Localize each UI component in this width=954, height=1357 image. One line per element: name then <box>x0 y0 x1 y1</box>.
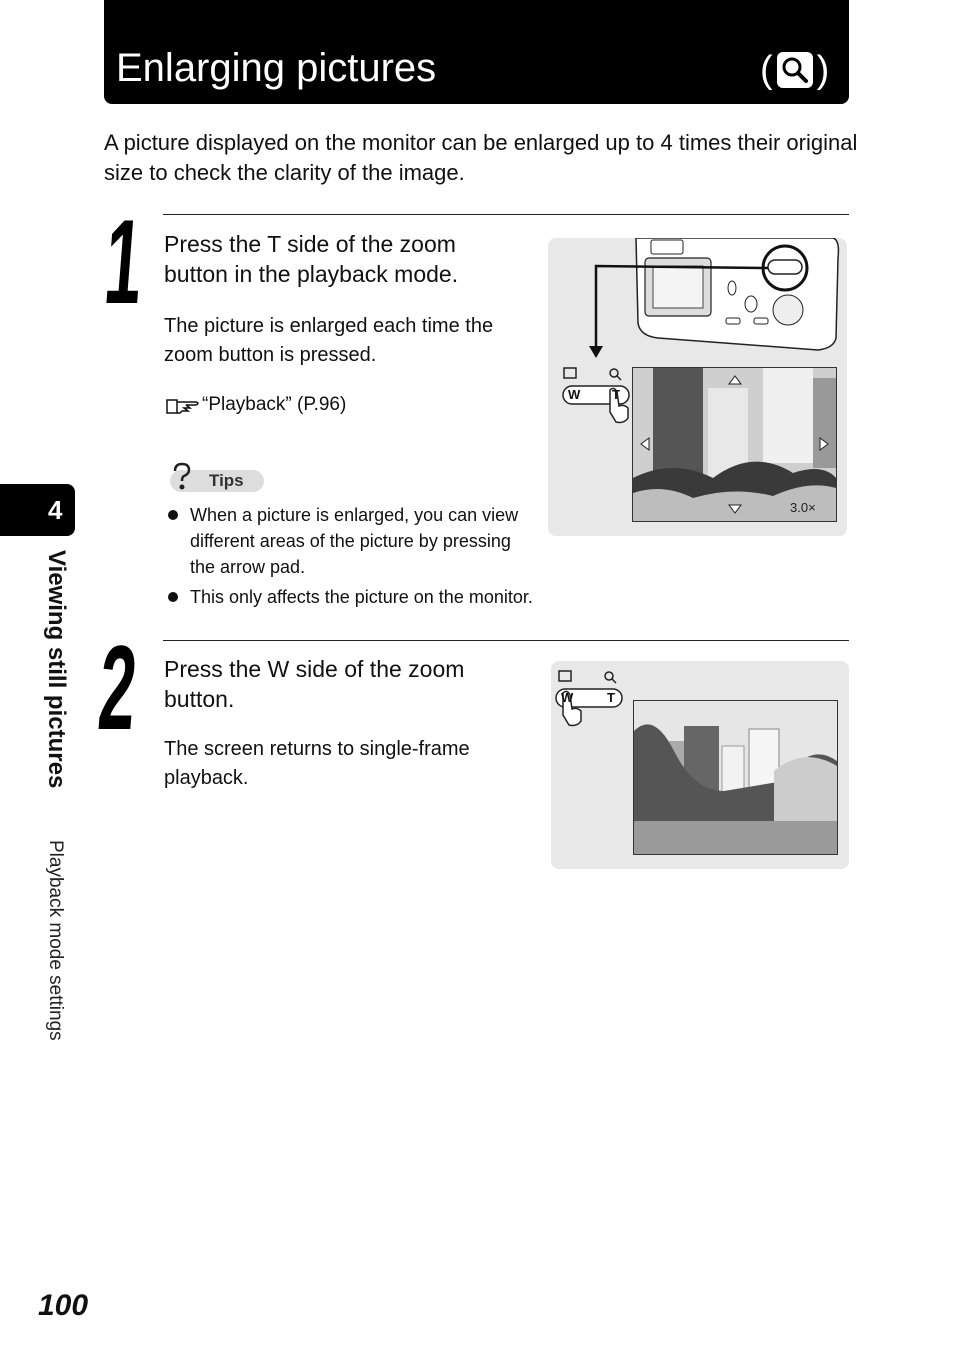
paren-close: ) <box>816 49 830 91</box>
enlarged-photo <box>632 367 837 522</box>
tip-text: This only affects the picture on the monitor. <box>190 587 533 607</box>
reference-link[interactable]: “Playback” (P.96) <box>202 394 347 415</box>
paren-open: ( <box>760 49 773 91</box>
step2-number: 2 <box>94 621 142 755</box>
step1-number: 1 <box>100 195 148 329</box>
tip-item <box>168 584 588 610</box>
chapter-number: 4 <box>48 495 63 525</box>
w-label: W <box>561 690 574 705</box>
chapter-title: Viewing still pictures <box>43 550 70 789</box>
section-title: Playback mode settings <box>45 840 66 1041</box>
step1-reference <box>166 392 346 418</box>
full-photo <box>633 700 838 855</box>
w-label: W <box>568 387 581 402</box>
tip-item <box>168 502 528 580</box>
page-title: Enlarging pictures <box>116 46 437 90</box>
step2-heading: Press the W side of the zoom button. <box>164 656 465 712</box>
question-icon <box>170 462 194 492</box>
tips-label: Tips <box>209 471 244 490</box>
bullet-icon <box>168 592 178 602</box>
step2-rule <box>163 640 849 641</box>
step1-heading: Press the T side of the zoom button in the playback mode. <box>164 231 459 287</box>
pointing-hand-icon <box>166 394 202 416</box>
intro-text: A picture displayed on the monitor can be enlarged up to 4 times their original size to check the clarity of the image. <box>104 130 858 185</box>
t-label: T <box>607 690 615 705</box>
step1-rule <box>163 214 849 215</box>
step1-body: The picture is enlarged each time the zoom button is pressed. <box>164 315 494 366</box>
title-icon-group <box>760 48 829 92</box>
tip-text: When a picture is enlarged, you can view different areas of the picture by pressing the arrow pad. <box>190 505 519 577</box>
chapter-tab <box>0 484 75 536</box>
t-label: T <box>612 387 620 402</box>
bullet-icon <box>168 510 178 520</box>
page-number: 100 <box>38 1289 89 1322</box>
magnify-icon <box>777 52 813 88</box>
zoom-readout: 3.0× <box>790 500 816 515</box>
step2-body: The screen returns to single-frame playback. <box>164 738 470 789</box>
